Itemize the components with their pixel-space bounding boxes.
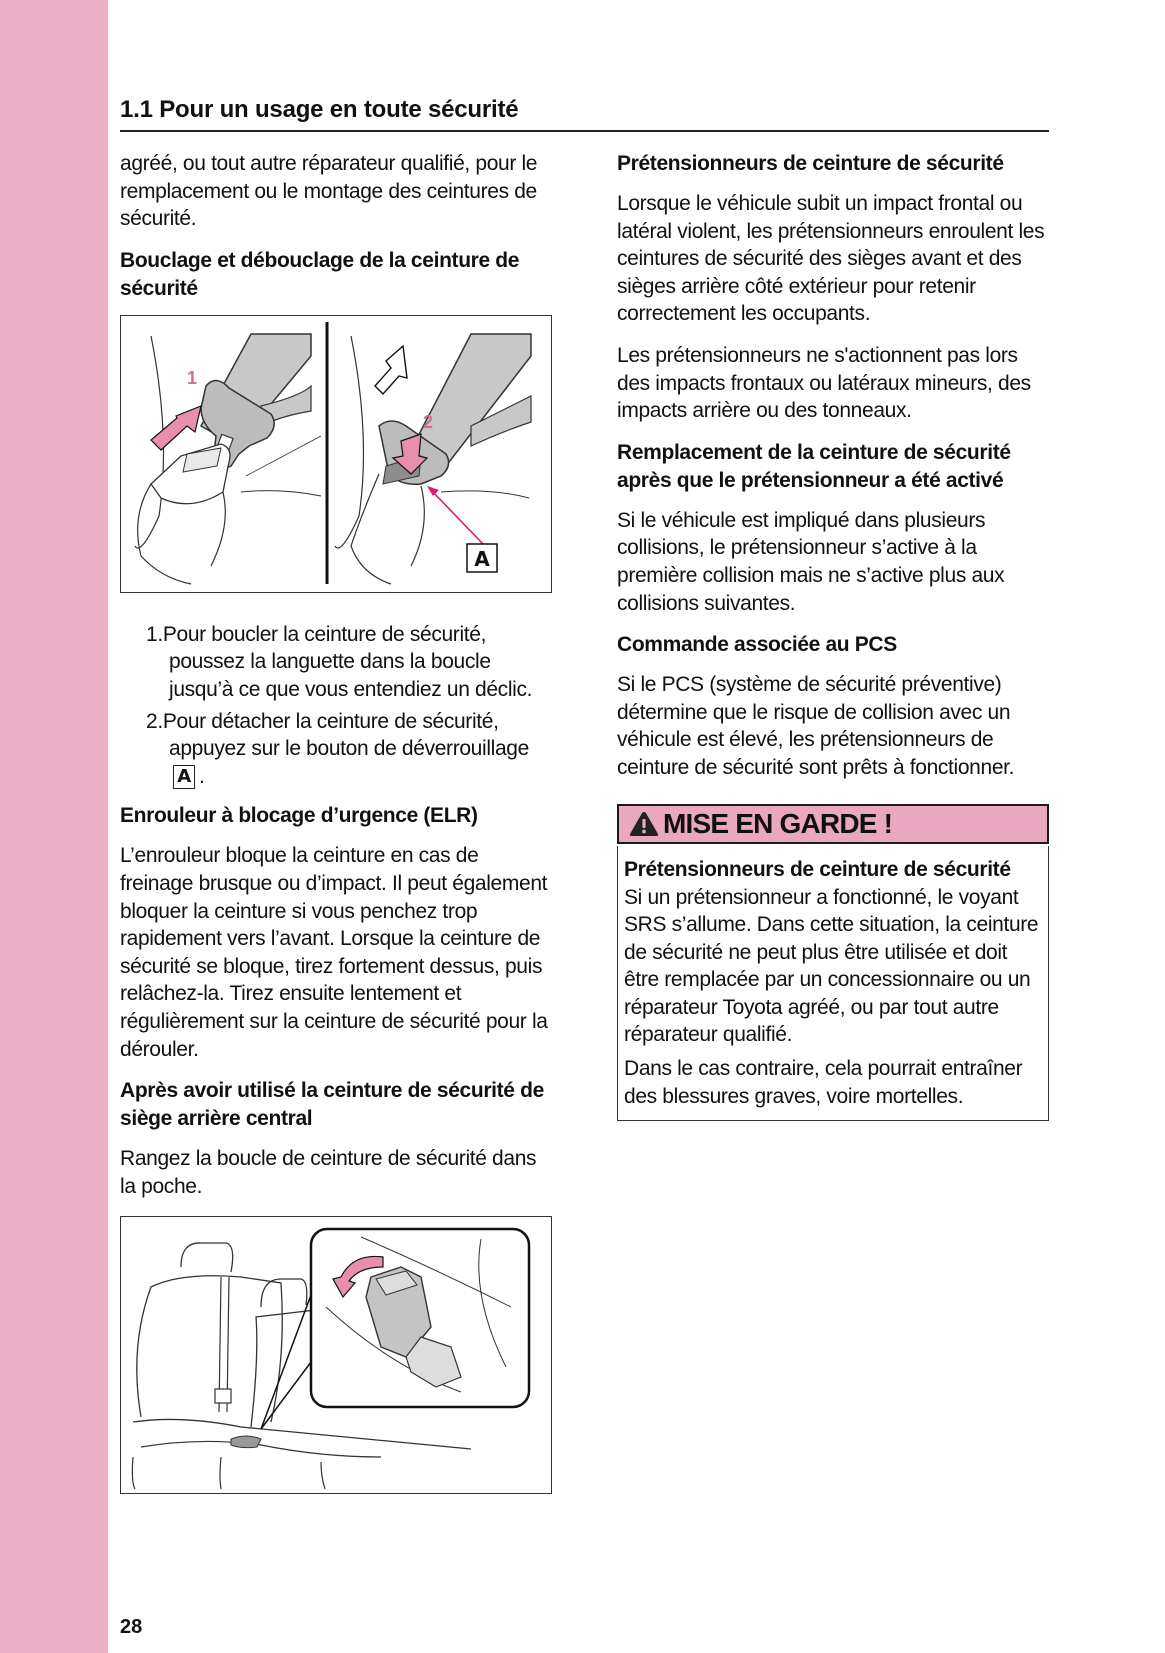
- left-column: [120, 150, 552, 1494]
- right-column: [617, 150, 1049, 1121]
- step-number: 1.: [146, 622, 163, 646]
- pretensioners-paragraph-2: Les prétensionneurs ne s'actionnent pas lors des impacts frontaux ou latéraux mineurs, des impacts arrière ou des tonneaux.: [617, 343, 1031, 423]
- warning-triangle-icon: [629, 811, 659, 837]
- chapter-sidebar-tab: [0, 0, 108, 1653]
- callout-1: 1: [187, 367, 198, 388]
- buckling-illustration: [120, 315, 552, 593]
- rear-center-paragraph: Rangez la boucle de ceinture de sécurité dans la poche.: [120, 1147, 537, 1198]
- buckling-steps: [120, 621, 552, 791]
- page-number: 28: [120, 1616, 143, 1638]
- step-2: 2.Pour détacher la ceinture de sécurité, appuyez sur le bouton de déverrouillageA .: [146, 709, 529, 788]
- elr-heading: Enrouleur à blocage d’urgence (ELR): [120, 804, 478, 828]
- elr-paragraph: L’enrouleur bloque la ceinture en cas de freinage brusque ou d’impact. Il peut également bloquer la ceinture si vous penchez trop rapidement vers l’avant. Lorsque la ceinture de sécurité se bloque, tirez fortement dessus, puis relâchez-la. Tirez ensuite lentement et régulièrement sur la ceinture de sécurité pour la dérouler.: [120, 844, 548, 1061]
- warning-title: MISE EN GARDE !: [663, 807, 893, 839]
- section-title: 1.1 Pour un usage en toute sécurité: [120, 96, 519, 123]
- seatbelt-buckle-diagram: [121, 316, 551, 592]
- warning-paragraph-1: Si un prétensionneur a fonctionné, le voyant SRS s’allume. Dans cette situation, la ceinture de sécurité ne peut plus être utilisée et doit être remplacée par un concessionnaire ou un réparateur Toyota agréé, ou par tout autre réparateur qualifié.: [624, 885, 1039, 1047]
- replacement-paragraph: Si le véhicule est impliqué dans plusieurs collisions, le prétensionneur s’active à la première collision mais ne s’active plus aux collisions suivantes.: [617, 508, 1005, 615]
- rear-seat-buckle-illustration: [120, 1216, 552, 1494]
- pcs-paragraph: Si le PCS (système de sécurité préventive) détermine que le risque de collision avec un véhicule est élevé, les prétensionneurs de ceinture de sécurité sont prêts à fonctionner.: [617, 673, 1015, 779]
- callout-2: 2: [423, 411, 434, 432]
- label-A: A: [474, 546, 490, 571]
- warning-box: [617, 804, 1049, 1122]
- warning-subheading: Prétensionneurs de ceinture de sécurité: [624, 857, 1011, 881]
- pcs-heading: Commande associée au PCS: [617, 633, 897, 657]
- step-1: 1.Pour boucler la ceinture de sécurité, poussez la languette dans la boucle jusqu’à ce que vous entendiez un déclic.: [146, 622, 533, 701]
- header-divider: [120, 130, 1049, 132]
- intro-paragraph: agréé, ou tout autre réparateur qualifié, pour le remplacement ou le montage des ceintures de sécurité.: [120, 152, 538, 231]
- pretensioners-heading: Prétensionneurs de ceinture de sécurité: [617, 152, 1004, 175]
- rear-center-heading: Après avoir utilisé la ceinture de sécurité de siège arrière central: [120, 1079, 544, 1131]
- pretensioners-paragraph-1: Lorsque le véhicule subit un impact frontal ou latéral violent, les prétensionneurs enroulent les ceintures de sécurité des sièges avant et des sièges arrière côté extérieur pour retenir correctement les occupants.: [617, 192, 1045, 326]
- step-number: 2.: [146, 709, 163, 733]
- warning-paragraph-2: Dans le cas contraire, cela pourrait entraîner des blessures graves, voire mortelles.: [624, 1057, 1023, 1108]
- rear-seat-pocket-diagram: [121, 1217, 551, 1493]
- release-button-label-A: A: [173, 765, 195, 789]
- buckling-heading: Bouclage et débouclage de la ceinture de sécurité: [120, 248, 520, 300]
- warning-body: [617, 846, 1049, 1122]
- replacement-heading: Remplacement de la ceinture de sécurité après que le prétensionneur a été activé: [617, 440, 1011, 492]
- warning-header: [617, 804, 1049, 844]
